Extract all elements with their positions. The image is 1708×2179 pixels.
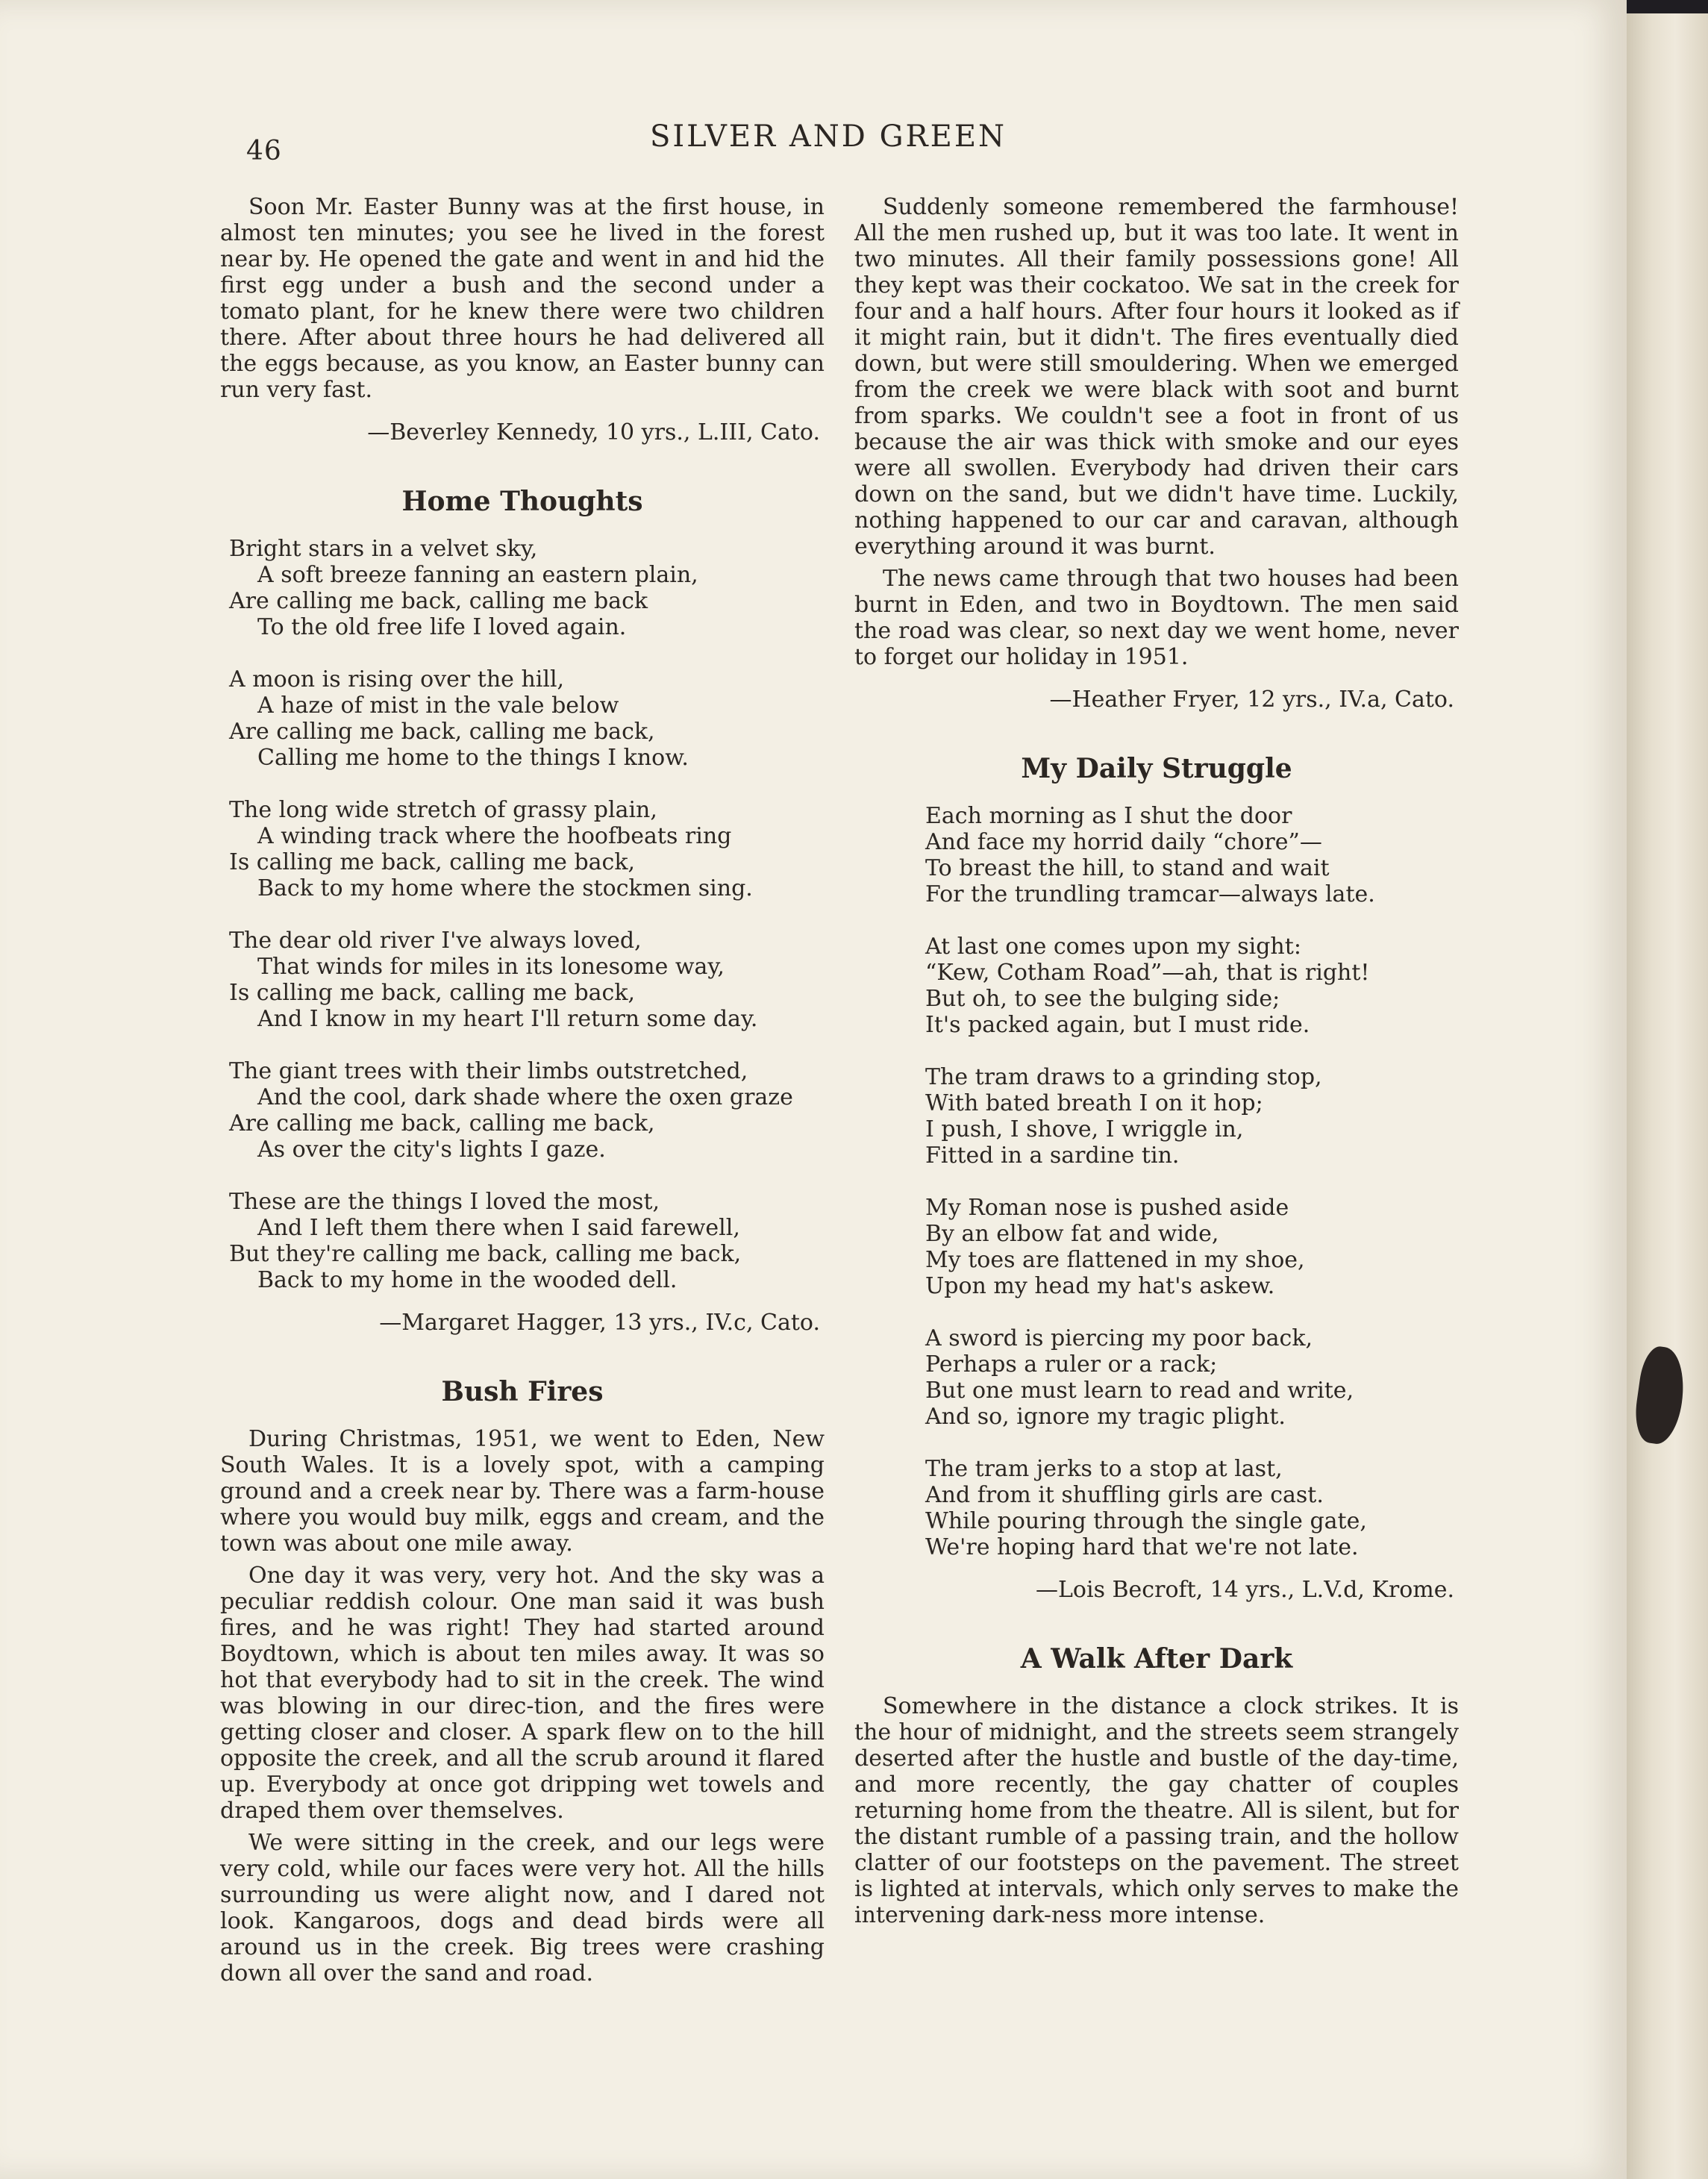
poem-line: And I know in my heart I'll return some day. (257, 1006, 758, 1032)
poem-stanza (925, 934, 1459, 1038)
poem-stanza (229, 666, 825, 771)
page-edge (1627, 0, 1708, 2179)
poem-line: Are calling me back, calling me back, (229, 719, 655, 745)
poem-line: Bright stars in a velvet sky, (229, 536, 538, 562)
poem-stanza (925, 1456, 1459, 1560)
poem-line: The dear old river I've always loved, (229, 928, 642, 954)
poem-line: My Roman nose is pushed aside (925, 1195, 1289, 1221)
easter-byline: —Beverley Kennedy, 10 yrs., L.III, Cato. (367, 419, 820, 446)
poem-line: Back to my home where the stockmen sing. (257, 875, 753, 901)
poem-stanza (229, 1189, 825, 1293)
walk-after-dark-title: A Walk After Dark (1020, 1643, 1293, 1675)
poem-line: Fitted in a sardine tin. (925, 1142, 1180, 1169)
bush-fires-paragraph: During Christmas, 1951, we went to Eden, New South Wales. It is a lovely spot, with a camping ground and a creek near by. There was a farm-house where you would buy milk, eggs and cream, and the town was about one mile away. (220, 1426, 825, 1557)
poem-line: That winds for miles in its lonesome way, (257, 954, 725, 980)
poem-line: My toes are flattened in my shoe, (925, 1247, 1305, 1273)
poem-line: For the trundling tramcar—always late. (925, 881, 1375, 907)
poem-stanza (925, 803, 1459, 907)
home-thoughts-byline: —Margaret Hagger, 13 yrs., IV.c, Cato. (379, 1310, 820, 1336)
poem-line: And I left them there when I said farewell, (257, 1215, 740, 1241)
bush-fires-paragraph: One day it was very, very hot. And the sky was a peculiar reddish colour. One man said it was bush fires, and he was right! They had started around Boydtown, which is about ten miles away. It was so hot that everybody had to sit in the creek. The wind was blowing in our direc-tion, and the fires were getting closer and closer. A spark flew on to the hill opposite the creek, and all the scrub around it flared up. Everybody at once got dripping wet towels and draped them over themselves. (220, 1563, 825, 1824)
right-column (854, 194, 1459, 1928)
poem-line: At last one comes upon my sight: (925, 934, 1301, 960)
poem-stanza (925, 1325, 1459, 1430)
poem-line: And the cool, dark shade where the oxen graze (257, 1084, 793, 1110)
poem-line: Are calling me back, calling me back (229, 588, 648, 614)
poem-line: Calling me home to the things I know. (257, 745, 689, 771)
bush-fires-byline: —Heather Fryer, 12 yrs., IV.a, Cato. (1049, 687, 1454, 713)
poem-line: To breast the hill, to stand and wait (925, 855, 1330, 881)
poem-line: Is calling me back, calling me back, (229, 849, 636, 875)
poem-line: Back to my home in the wooded dell. (257, 1267, 678, 1293)
poem-line: The tram draws to a grinding stop, (925, 1064, 1322, 1090)
poem-line: But oh, to see the bulging side; (925, 986, 1280, 1012)
daily-struggle-poem (925, 803, 1459, 1560)
poem-line: “Kew, Cotham Road”—ah, that is right! (925, 960, 1370, 986)
running-head (0, 119, 1627, 164)
poem-line: With bated breath I on it hop; (925, 1090, 1263, 1116)
poem-stanza (925, 1195, 1459, 1299)
journal-title: SILVER AND GREEN (649, 119, 1007, 154)
poem-line: These are the things I loved the most, (229, 1189, 660, 1215)
poem-line: Is calling me back, calling me back, (229, 980, 636, 1006)
daily-struggle-byline: —Lois Becroft, 14 yrs., L.V.d, Krome. (1036, 1577, 1454, 1603)
poem-line: Perhaps a ruler or a rack; (925, 1351, 1218, 1378)
left-column (220, 194, 825, 1986)
poem-line: By an elbow fat and wide, (925, 1221, 1219, 1247)
poem-stanza (229, 928, 825, 1032)
binding-strip (1627, 0, 1708, 13)
bush-fires-continued-paragraph: Suddenly someone remembered the farmhouse! All the men rushed up, but it was too late. It went in two minutes. All their family possessions gone! All they kept was their cockatoo. We sat in the creek for four and a half hours. After four hours it looked as if it might rain, but it didn't. The fires eventually died down, but were still smouldering. When we emerged from the creek we were black with soot and burnt from sparks. We couldn't see a foot in front of us because the air was thick with smoke and our eyes were all swollen. Everybody had driven their cars down on the sand, but we didn't have time. Luckily, nothing happened to our car and caravan, although everything around it was burnt. (854, 194, 1459, 560)
poem-line: A moon is rising over the hill, (229, 666, 565, 693)
poem-line: Each morning as I shut the door (925, 803, 1292, 829)
poem-line: It's packed again, but I must ride. (925, 1012, 1310, 1038)
poem-line: And face my horrid daily “chore”— (925, 829, 1322, 855)
poem-line: The long wide stretch of grassy plain, (229, 797, 657, 823)
poem-line: But one must learn to read and write, (925, 1378, 1354, 1404)
bush-fires-paragraph: We were sitting in the creek, and our legs were very cold, while our faces were very hot. All the hills surrounding us were alight now, and I dared not look. Kangaroos, dogs and dead birds were all around us in the creek. Big trees were crashing down all over the sand and road. (220, 1830, 825, 1986)
daily-struggle-title: My Daily Struggle (1021, 753, 1292, 784)
bush-fires-title: Bush Fires (441, 1376, 604, 1407)
poem-line: We're hoping hard that we're not late. (925, 1534, 1359, 1560)
poem-line: I push, I shove, I wriggle in, (925, 1116, 1244, 1142)
poem-line: The tram jerks to a stop at last, (925, 1456, 1283, 1482)
poem-stanza (229, 797, 825, 901)
home-thoughts-poem (229, 536, 825, 1293)
poem-line: But they're calling me back, calling me back, (229, 1241, 742, 1267)
poem-line: And so, ignore my tragic plight. (925, 1404, 1286, 1430)
poem-line: Are calling me back, calling me back, (229, 1110, 655, 1137)
poem-line: The giant trees with their limbs outstretched, (229, 1058, 748, 1084)
poem-line: To the old free life I loved again. (257, 614, 627, 640)
page-number: 46 (246, 136, 282, 166)
poem-line: And from it shuffling girls are cast. (925, 1482, 1324, 1508)
poem-line: A winding track where the hoofbeats ring (257, 823, 732, 849)
poem-stanza (229, 1058, 825, 1163)
home-thoughts-title: Home Thoughts (401, 486, 643, 517)
poem-line: A soft breeze fanning an eastern plain, (257, 562, 698, 588)
poem-stanza (925, 1064, 1459, 1169)
poem-line: Upon my head my hat's askew. (925, 1273, 1275, 1299)
poem-line: A haze of mist in the vale below (257, 693, 619, 719)
poem-line: A sword is piercing my poor back, (925, 1325, 1313, 1351)
easter-paragraph: Soon Mr. Easter Bunny was at the first house, in almost ten minutes; you see he lived in the forest near by. He opened the gate and went in and hid the first egg under a bush and the second under a tomato plant, for he knew there were two children there. After about three hours he had delivered all the eggs because, as you know, an Easter bunny can run very fast. (220, 194, 825, 403)
poem-stanza (229, 536, 825, 640)
walk-after-dark-paragraph: Somewhere in the distance a clock strikes. It is the hour of midnight, and the streets seem strangely deserted after the hustle and bustle of the day-time, and more recently, the gay chatter of couples returning home from the theatre. All is silent, but for the distant rumble of a passing train, and the hollow clatter of our footsteps on the pavement. The street is lighted at intervals, which only serves to make the intervening dark-ness more intense. (854, 1693, 1459, 1928)
poem-line: As over the city's lights I gaze. (257, 1137, 606, 1163)
poem-line: While pouring through the single gate, (925, 1508, 1367, 1534)
bush-fires-continued-paragraph: The news came through that two houses had been burnt in Eden, and two in Boydtown. The men said the road was clear, so next day we went home, never to forget our holiday in 1951. (854, 566, 1459, 670)
